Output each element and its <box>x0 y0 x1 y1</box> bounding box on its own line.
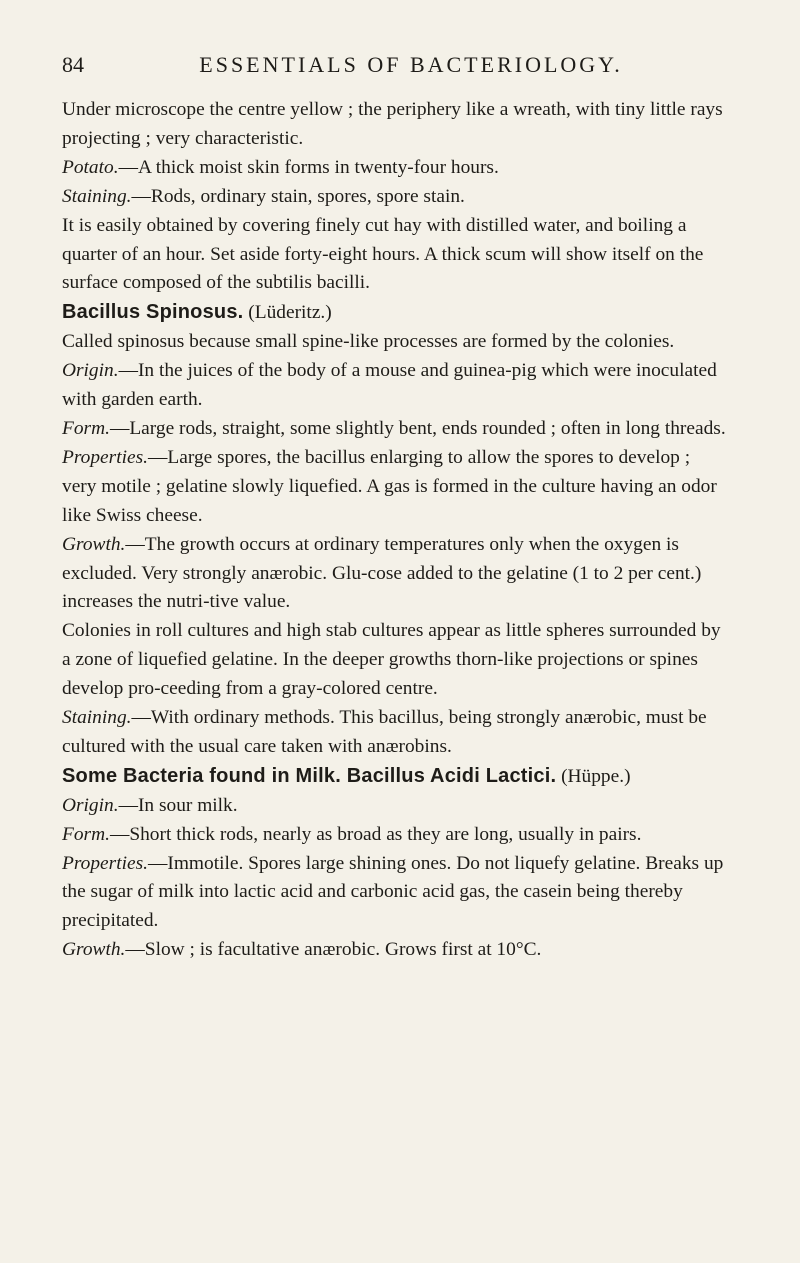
paragraph: It is easily obtained by covering finely cut hay with distilled water, and boiling a quarter of an hour. Set aside forty-eight hours. A thick scum will show itself on the surface composed of the subtilis bacilli. <box>62 214 704 294</box>
run-in-heading: Staining. <box>62 707 132 729</box>
paragraph: Under microscope the centre yellow ; the periphery like a wreath, with tiny little rays projecting ; very characteristic. <box>62 99 723 149</box>
page-number: 84 <box>62 52 84 77</box>
paragraph: Form.—Short thick rods, nearly as broad as they are long, usually in pairs. <box>62 823 642 845</box>
run-in-heading: Form. <box>62 823 110 845</box>
paragraph: Potato.—A thick moist skin forms in twenty-four hours. <box>62 156 499 178</box>
bold-heading: Bacillus Spinosus. <box>62 301 244 324</box>
page-body <box>62 96 726 965</box>
run-in-heading: Origin. <box>62 360 119 382</box>
page-header <box>62 52 730 82</box>
run-in-heading: Staining. <box>62 185 132 207</box>
paragraph: Form.—Large rods, straight, some slightly bent, ends rounded ; often in long threads. <box>62 417 726 439</box>
section-heading: Bacillus Spinosus. (Lüderitz.) <box>62 301 332 324</box>
run-in-heading: Growth. <box>62 939 126 961</box>
run-in-heading: Potato. <box>62 156 119 178</box>
running-head: ESSENTIALS OF BACTERIOLOGY. <box>199 52 623 77</box>
paragraph: Growth.—The growth occurs at ordinary temperatures only when the oxygen is excluded. Very strongly anærobic. Glu-cose added to the gelatine (1 to 2 per cent.) increases the nutri-tive value. <box>62 533 702 613</box>
run-in-heading: Properties. <box>62 852 148 874</box>
paragraph: Properties.—Large spores, the bacillus enlarging to allow the spores to develop ; very motile ; gelatine slowly liquefied. A gas is formed in the culture having an odor like Swiss cheese. <box>62 446 717 526</box>
run-in-heading: Form. <box>62 417 110 439</box>
paragraph: Properties.—Immotile. Spores large shining ones. Do not liquefy gelatine. Breaks up the sugar of milk into lactic acid and carbonic acid gas, the casein being thereby precipitated. <box>62 852 724 932</box>
section-heading: Some Bacteria found in Milk. Bacillus Acidi Lactici. (Hüppe.) <box>62 764 631 787</box>
bold-heading: Some Bacteria found in Milk. Bacillus Acidi Lactici. <box>62 764 557 787</box>
paragraph: Colonies in roll cultures and high stab cultures appear as little spheres surrounded by a zone of liquefied gelatine. In the deeper growths thorn-like projections or spines develop pro-ceeding from a gray-colored centre. <box>62 620 721 700</box>
run-in-heading: Growth. <box>62 533 126 555</box>
paragraph: Origin.—In the juices of the body of a mouse and guinea-pig which were inoculated with garden earth. <box>62 360 717 411</box>
run-in-heading: Origin. <box>62 794 119 816</box>
paragraph: Staining.—With ordinary methods. This bacillus, being strongly anærobic, must be cultured with the usual care taken with anærobins. <box>62 707 707 757</box>
run-in-heading: Properties. <box>62 446 148 468</box>
paragraph: Growth.—Slow ; is facultative anærobic. Grows first at 10°C. <box>62 939 542 961</box>
paragraph: Origin.—In sour milk. <box>62 794 238 816</box>
paragraph: Called spinosus because small spine-like processes are formed by the colonies. <box>62 331 675 353</box>
paragraph: Staining.—Rods, ordinary stain, spores, spore stain. <box>62 185 465 207</box>
